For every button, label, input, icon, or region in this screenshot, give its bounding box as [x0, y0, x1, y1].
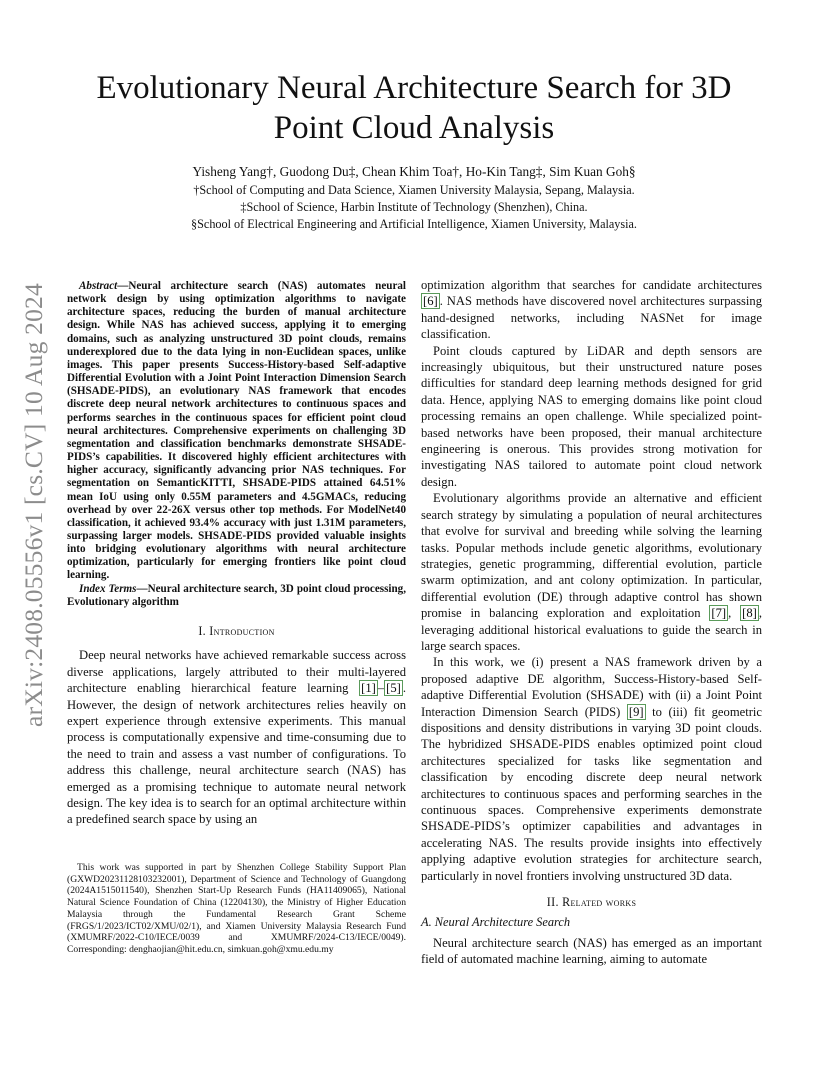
right-p0-text-b: . NAS methods have discovered novel architectures surpassing hand-designed networks, including NASNet for image classification.: [421, 294, 762, 342]
right-p2-comma: ,: [728, 606, 741, 621]
index-terms-text: —Neural architecture search, 3D point cloud processing, Evolutionary algorithm: [67, 582, 406, 608]
arxiv-id-text: arXiv:2408.05556v1 [cs.CV] 10 Aug 2024: [19, 283, 48, 727]
citation-5[interactable]: [5]: [386, 681, 401, 696]
left-column: [67, 280, 406, 828]
right-paragraph-0: [421, 277, 762, 343]
footnote: [67, 862, 406, 956]
citation-8[interactable]: [8]: [742, 606, 757, 621]
abstract: [67, 280, 406, 583]
citation-9[interactable]: [9]: [628, 704, 644, 719]
index-terms-label: Index Terms: [79, 582, 137, 595]
section-heading-introduction: I. Introduction: [198, 623, 275, 638]
citation-7[interactable]: [7]: [711, 606, 727, 621]
intro-paragraph: [67, 647, 406, 827]
abstract-label: Abstract: [79, 280, 118, 292]
affiliation-2: ‡School of Science, Harbin Institute of Technology (Shenzhen), China.: [240, 200, 588, 214]
intro-text-a: Deep neural networks have achieved remarkable success across diverse applications, largely attributed to their multi-layered architecture enabling hierarchical feature learning: [67, 648, 406, 696]
right-p3-text-b: to (iii) fit geometric dispositions and density distributions in varying 3D point clouds. The hybridized SHSADE-PIDS enables optimized point cloud architectures specialized for tasks like segmentation and classification by encoding discrete deep neural network architectures to continuous spaces and performing searches in the continuous spaces. Comprehensive experiments demonstrate SHSADE-PIDS’s optimizer capabilities and advantages in accelerating NAS. The results provide insights into effectively applying adaptive evolution strategies for architecture search, particularly in novel frontiers involving unstructured 3D data.: [421, 704, 762, 883]
affiliation-3: §School of Electrical Engineering and Artificial Intelligence, Xiamen University, Malaysia.: [191, 217, 637, 231]
abstract-text: —Neural architecture search (NAS) automates neural network design by using optimization algorithms to navigate architecture spaces, reducing the burden of manual architecture design. While NAS has achieved success, applying it to emerging domains, such as analyzing unstructured 3D point clouds, remains underexplored due to the data lying in non-Euclidean spaces, unlike images. This paper presents Success-History-based Self-adaptive Differential Evolution with a Joint Point Interaction Dimension Search (SHSADE-PIDS), an evolutionary NAS framework that encodes discrete deep neural network architectures to continuous spaces and performs searches in the continuous spaces for efficient point cloud neural architectures. Comprehensive experiments on challenging 3D segmentation and classification benchmarks demonstrate SHSADE-PIDS’s capabilities. It discovered highly efficient architectures with higher accuracy, significantly advancing prior NAS techniques. For segmentation on SemanticKITTI, SHSADE-PIDS attained 64.51% mean IoU using only 0.55M parameters and 4.5GMACs, reducing overhead by over 22-26X versus other top methods. For ModelNet40 classification, it achieved 93.4% accuracy with just 1.31M parameters, surpassing larger models. SHSADE-PIDS provided valuable insights into bridging evolutionary algorithms with neural architecture optimization, particularly for emerging frontiers like point cloud learning.: [67, 280, 406, 582]
intro-text-b: . However, the design of network architectures relies heavily on expert experience through extensive experiments. This manual process is computationally expensive and time-consuming due to the need to train and assess a vast number of configurations. To address this challenge, neural architecture search (NAS) has emerged as a promising technique to automate neural network design. The key idea is to search for an optimal architecture within a predefined search space by using an: [67, 681, 406, 827]
subsection-heading: A. Neural Architecture Search: [421, 915, 571, 930]
right-p2-text-b: , leveraging additional historical evaluations to guide the search in large search spaces.: [421, 606, 762, 653]
right-p3-text-a: In this work, we (i) present a NAS framework driven by a proposed adaptive DE algorithm, Success-History-based Self-adaptive Differential Evolution (SHSADE) with (ii) a Joint Point Interaction Dimension Search (PIDS): [421, 655, 762, 719]
index-terms: [67, 583, 406, 609]
right-paragraph-3: [421, 654, 762, 884]
footnote-text: This work was supported in part by Shenzhen College Stability Support Plan (GXWD20231128103232001), Department of Science and Technology of Guangdong (2024A1515011540), Shenzhen Start-Up Research Funds (HA11409065), National Natural Science Foundation of China (12204130), the Ministry of Higher Education Malaysia through the Fundamental Research Grant Scheme (FRGS/1/2023/ICT02/XMU/02/1), and Xiamen University Malaysia Research Fund (XMUMRF/2022-C10/IECE/0039 and XMUMRF/2024-C13/IECE/0049). Corresponding: denghaojian@hit.edu.cn, simkuan.goh@xmu.edu.my: [67, 862, 406, 955]
right-column: [421, 277, 762, 968]
paper-title: Evolutionary Neural Architecture Search for 3D Point Cloud Analysis: [96, 70, 732, 146]
authors: Yisheng Yang†, Guodong Du‡, Chean Khim Toa†, Ho-Kin Tang‡, Sim Kuan Goh§: [192, 164, 636, 179]
citation-6[interactable]: [6]: [423, 294, 438, 309]
right-paragraph-1: Point clouds captured by LiDAR and depth sensors are increasingly ubiquitous, but their unstructured nature poses difficulties for standard deep learning methods designed for grid data. Hence, applying NAS to emerging domains like point cloud processing remains an open challenge. While specialized point-based networks have been proposed, their manual architecture engineering is onerous. This provides strong motivation for investigating NAS tailored to automate point cloud network design.: [421, 343, 762, 489]
right-paragraph-2: [421, 490, 762, 654]
right-p2-text-a: Evolutionary algorithms provide an alternative and efficient search strategy by simulating a population of neural architectures that evolve for survival and breeding while solving the learning tasks. Popular methods include genetic algorithms, evolutionary strategies, genetic programming, differential evolution, particle swarm optimization, and ant colony optimization. In particular, differential evolution (DE) through adaptive control has shown promise in balancing exploration and exploitation: [421, 491, 762, 621]
intro-dash: –: [377, 681, 385, 696]
right-p0-text-a: optimization algorithm that searches for candidate architectures: [421, 278, 762, 292]
affiliation-1: †School of Computing and Data Science, Xiamen University Malaysia, Sepang, Malaysia.: [193, 183, 635, 197]
right-paragraph-4: Neural architecture search (NAS) has emerged as an important field of automated machine learning, aiming to automate: [421, 935, 762, 967]
citation-1[interactable]: [1]: [361, 681, 376, 696]
section-heading-related-works: II. Related works: [546, 895, 637, 910]
arxiv-identifier: [19, 280, 48, 730]
